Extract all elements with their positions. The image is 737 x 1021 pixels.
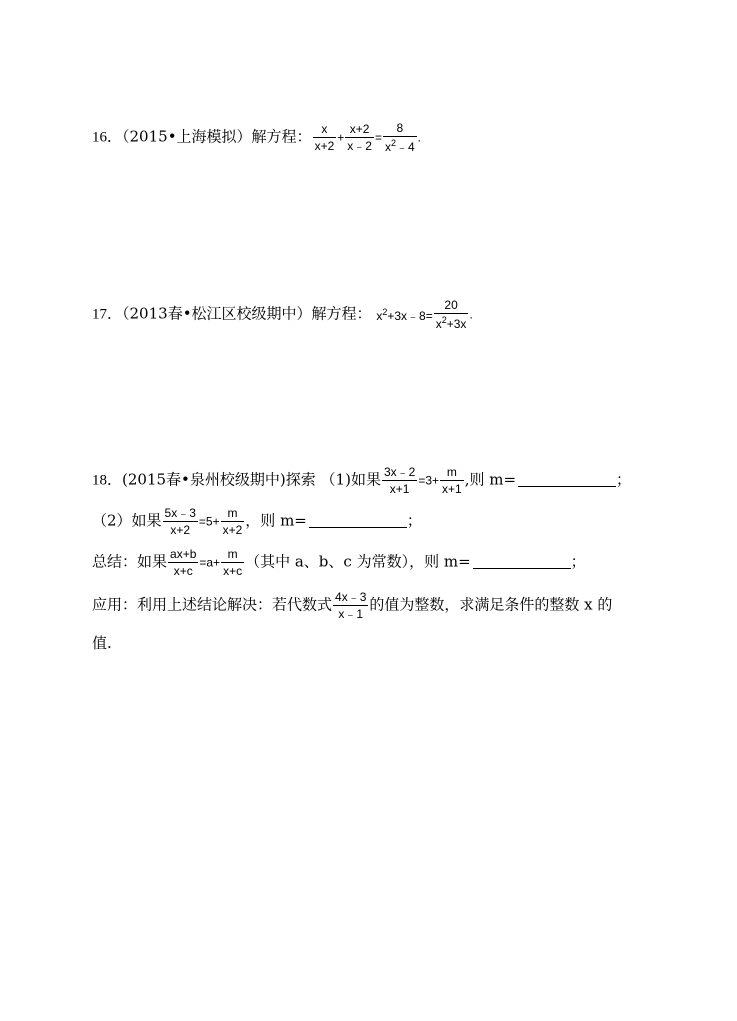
question-18-part-1: 18．(2015春•泉州校级期中)探索 （1)如果 $\frac{3x﹣2}{x+1}$ =3+ $\frac{m}{x+1}$ ,则 m= ； (92, 465, 632, 496)
question-18-part-2: （2）如果 $\frac{5x﹣3}{x+2}$ =5+ $\frac{m}{x+2}$ ，则 m= ； (92, 506, 422, 537)
question-17: 17．（2013春•松江区校级期中）解方程： $x^2+3x﹣8=$ $\frac{20}{x^2+3x}$ . (92, 298, 473, 331)
fraction-5x-minus-3-over-x-plus-2: $\frac{5x﹣3}{x+2}$ (164, 506, 196, 537)
question-number: 16． (92, 129, 123, 146)
question-instruction: 解方程： (311, 304, 372, 323)
question-source: （2015•上海模拟） (122, 127, 252, 146)
answer-blank-3[interactable] (473, 556, 571, 569)
answer-blank-1[interactable] (518, 474, 616, 487)
fraction-ax-plus-b-over-x-plus-c: $\frac{ax+b}{x+c}$ (170, 547, 197, 578)
fraction-m-over-x-plus-2: $\frac{m}{x+2}$ (222, 506, 243, 537)
question-number: 17． (92, 306, 123, 323)
fraction-8-over-x2-minus-4: $\frac{8}{x^2﹣4}$ (384, 121, 415, 154)
question-instruction: 解方程： (251, 127, 312, 146)
question-source: （2013春•松江区校级期中） (122, 304, 312, 323)
fraction-x-plus-2-over-x-minus-2: $\frac{x+2}{x﹣2}$ (347, 122, 372, 153)
fraction-3x-minus-2-over-x-plus-1: $\frac{3x﹣2}{x+1}$ (383, 465, 416, 496)
question-18-summary: 总结：如果 $\frac{ax+b}{x+c}$ =a+ $\frac{m}{x+c}$ （其中 a、b、c 为常数），则 m= ； (92, 547, 586, 578)
question-18-application-line-2: 值. (92, 634, 112, 652)
fraction-x-over-x-plus-2: $\frac{x}{x+2}$ (314, 122, 335, 153)
fraction-m-over-x-plus-c: $\frac{m}{x+c}$ (223, 547, 243, 578)
fraction-m-over-x-plus-1: $\frac{m}{x+1}$ (442, 465, 462, 496)
question-label: 探索 (285, 470, 316, 489)
question-16: 16．（2015•上海模拟）解方程： $\frac{x}{x+2}$ + $\frac{x+2}{x﹣2}$ = $\frac{8}{x^2﹣4}$ . (92, 121, 422, 154)
question-18-application: 应用：利用上述结论解决：若代数式 $\frac{4x﹣3}{x﹣1}$ 的值为整数，求满足条件的整数 x 的 (92, 590, 613, 621)
question-number: 18． (92, 472, 123, 489)
fraction-20-over-x2-plus-3x: $\frac{20}{x^2+3x}$ (435, 298, 467, 331)
equation-lhs: $x^2+3x﹣8=$ (376, 306, 433, 323)
fraction-4x-minus-3-over-x-minus-1: $\frac{4x﹣3}{x﹣1}$ (335, 590, 367, 621)
answer-blank-2[interactable] (309, 515, 407, 528)
question-source: (2015春•泉州校级期中) (122, 470, 286, 489)
